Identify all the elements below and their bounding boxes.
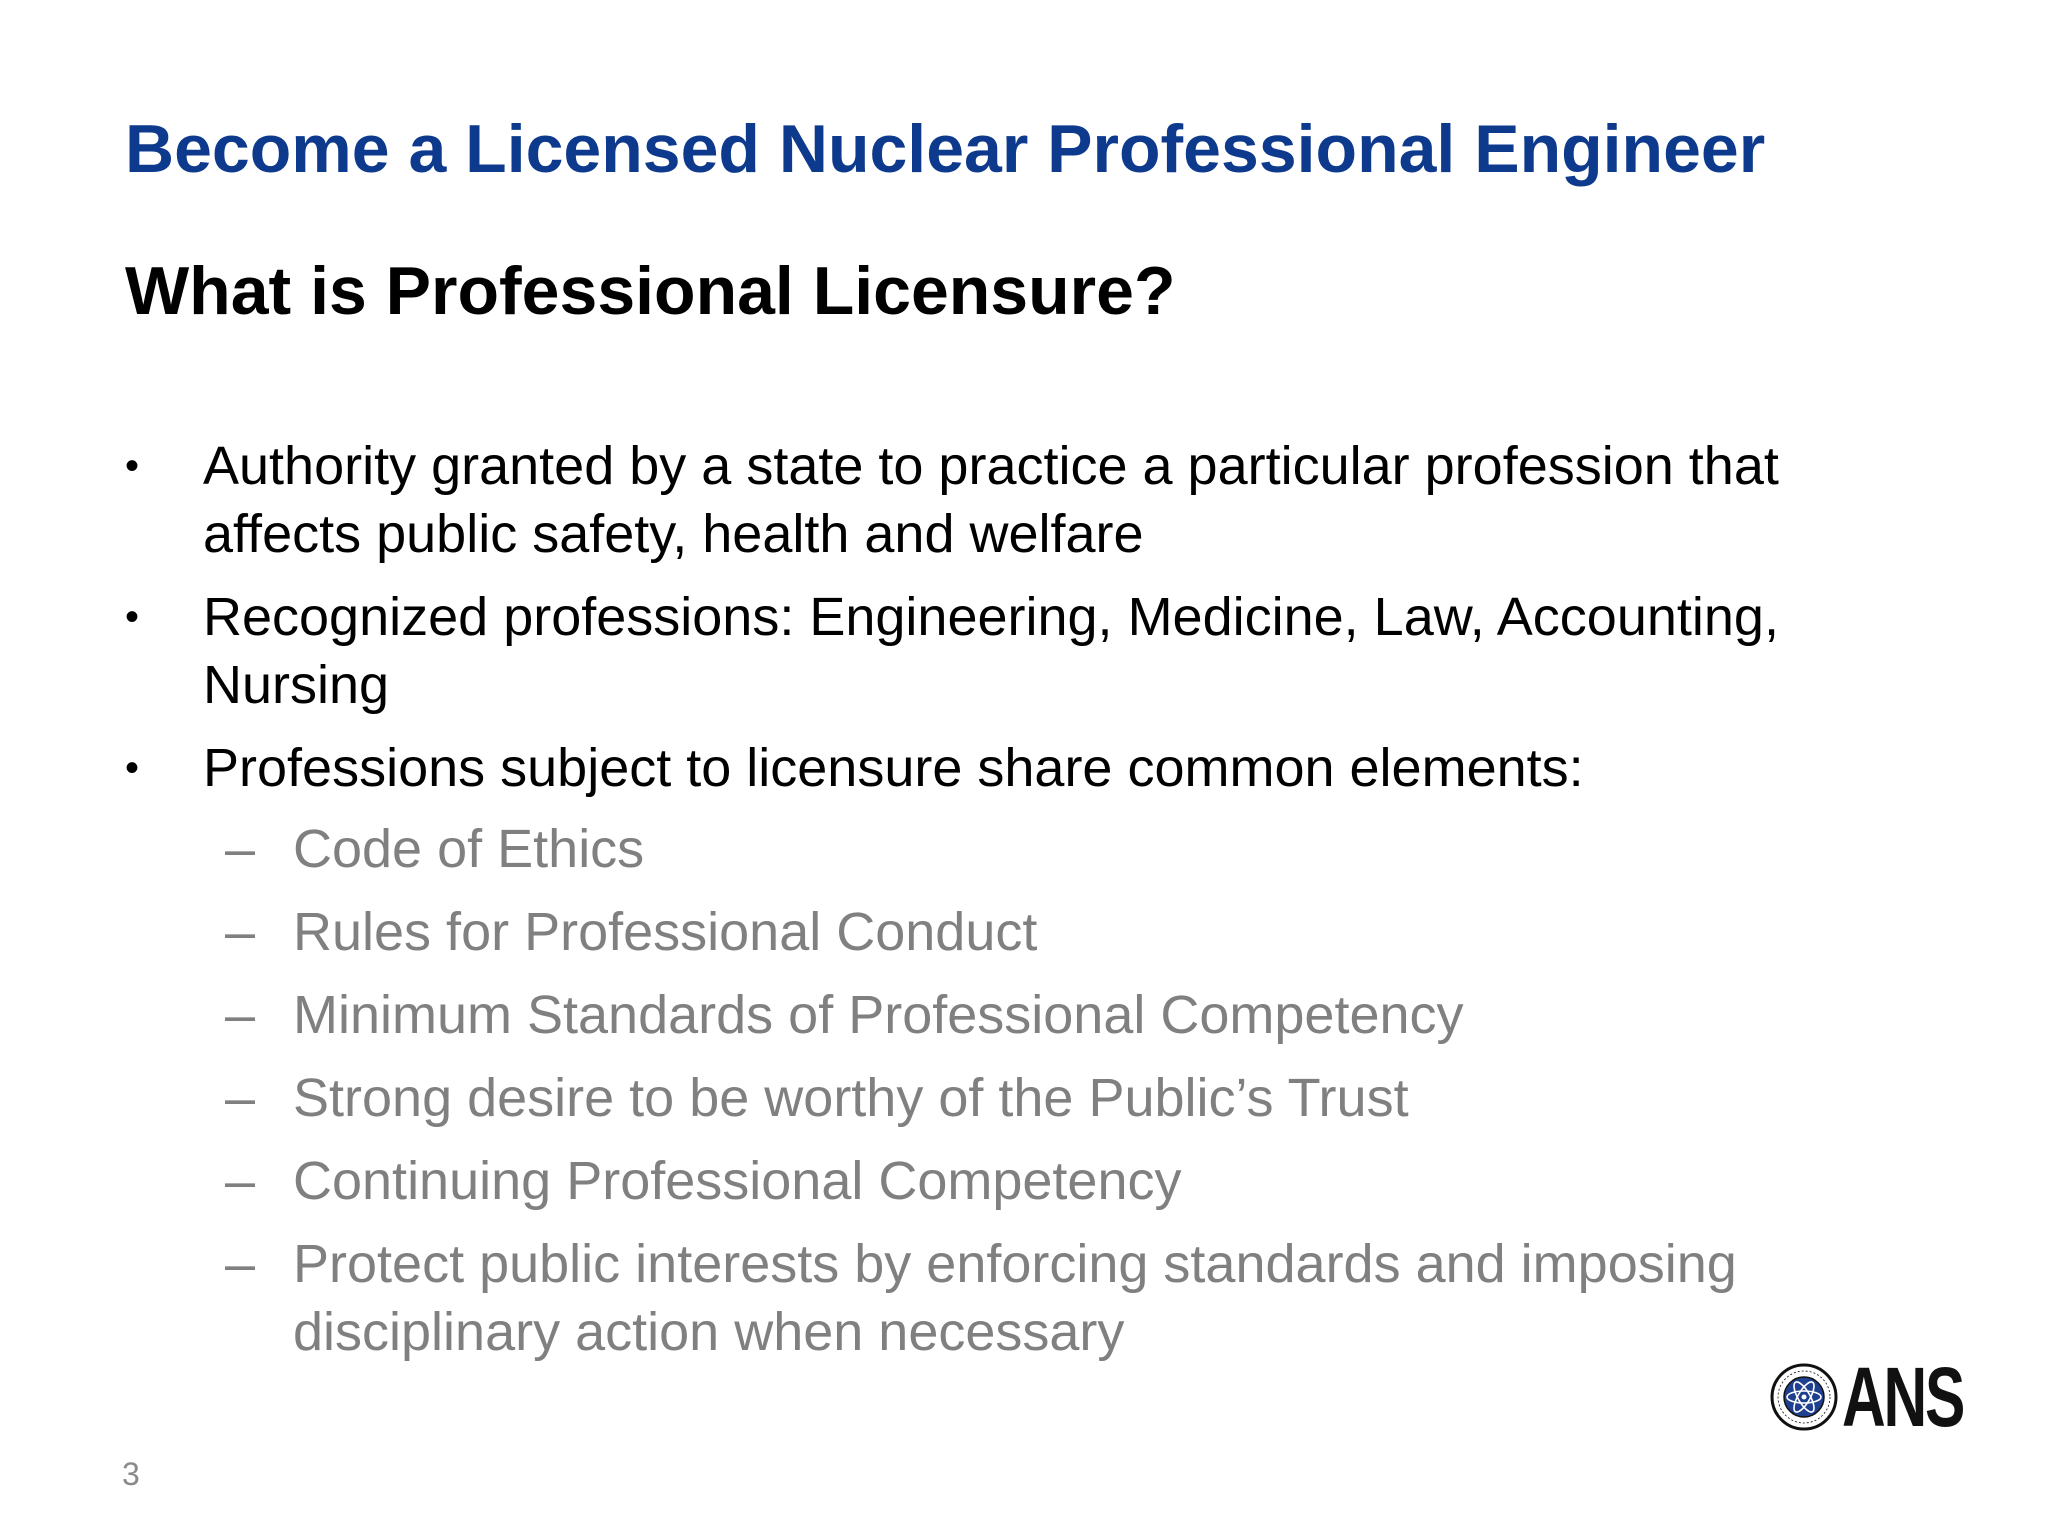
sub-bullet-text: Minimum Standards of Professional Competency [293,985,1464,1045]
sub-bullet-item [225,898,1925,966]
bullet-item [125,583,1925,719]
sub-bullet-item [225,981,1925,1049]
bullet-text: Professions subject to licensure share common elements: [203,738,1584,798]
bullet-marker: • [125,595,140,639]
sub-bullet-marker: – [225,1151,256,1211]
sub-bullet-item [225,1064,1925,1132]
bullet-text: Authority granted by a state to practice a particular profession that affects public safety, health and welfare [203,436,1779,564]
sub-bullet-list [225,815,1925,1381]
sub-bullet-marker: – [225,819,256,879]
bullet-item [125,432,1925,568]
sub-bullet-text: Continuing Professional Competency [293,1151,1182,1211]
sub-bullet-marker: – [225,985,256,1045]
sub-bullet-text: Strong desire to be worthy of the Public’s Trust [293,1068,1409,1128]
page-number: 3 [122,1456,140,1492]
sub-bullet-item [225,1230,1925,1366]
sub-bullet-text: Protect public interests by enforcing standards and imposing disciplinary action when necessary [293,1234,1737,1362]
bullet-text: Recognized professions: Engineering, Medicine, Law, Accounting, Nursing [203,587,1779,715]
sub-bullet-text: Code of Ethics [293,819,645,879]
sub-bullet-text: Rules for Professional Conduct [293,902,1038,962]
bullet-marker: • [125,444,140,488]
ans-logo [1770,1350,1964,1444]
sub-bullet-marker: – [225,902,256,962]
slide-subtitle: What is Professional Licensure? [125,253,1176,329]
sub-bullet-item [225,1147,1925,1215]
slide-title: Become a Licensed Nuclear Professional Engineer [125,111,1766,187]
logo-wordmark: ANS [1842,1350,1964,1444]
sub-bullet-marker: – [225,1234,256,1294]
sub-bullet-marker: – [225,1068,256,1128]
bullet-item [125,734,1925,802]
atom-seal-icon [1770,1363,1838,1431]
sub-bullet-item [225,815,1925,883]
bullet-list [125,432,1925,817]
bullet-marker: • [125,746,140,790]
